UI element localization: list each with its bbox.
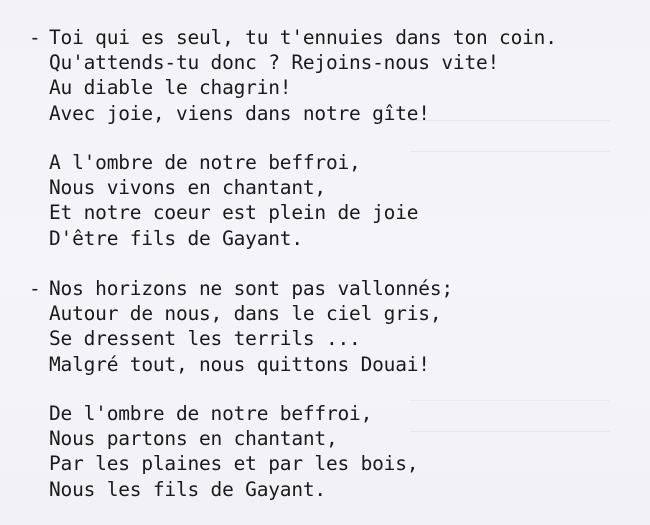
lyric-line: Au diable le chagrin!	[49, 76, 292, 100]
bleed-through-staff	[410, 400, 610, 432]
stanza-refrain-2	[49, 401, 418, 502]
lyric-line: Qu'attends-tu donc ? Rejoins-nous vite!	[49, 51, 500, 75]
lyric-line: A l'ombre de notre beffroi,	[49, 151, 361, 174]
stanza-verse-1	[29, 25, 557, 126]
lyric-line: Nous vivons en chantant,	[49, 176, 326, 200]
lyric-line: Par les plaines et par les bois,	[49, 452, 419, 476]
lyric-line: D'être fils de Gayant.	[49, 226, 303, 250]
stanza-refrain-1	[49, 150, 418, 251]
lyric-line: Avec joie, viens dans notre gîte!	[49, 101, 430, 125]
lyric-line: Nous partons en chantant,	[49, 427, 338, 451]
lyric-line: Autour de nous, dans le ciel gris,	[49, 302, 442, 326]
lyric-line: Malgré tout, nous quittons Douai!	[49, 352, 430, 376]
verse-dash: -	[29, 277, 41, 300]
lyric-line: Nous les fils de Gayant.	[49, 477, 326, 501]
verse-dash: -	[29, 26, 41, 49]
lyric-line: Se dressent les terrils ...	[49, 327, 361, 351]
lyric-line: Nos horizons ne sont pas vallonnés;	[49, 277, 453, 300]
lyric-line: Toi qui es seul, tu t'ennuies dans ton coin.	[49, 26, 557, 49]
stanza-verse-2	[29, 276, 453, 377]
lyric-line: De l'ombre de notre beffroi,	[49, 402, 373, 425]
lyric-line: Et notre coeur est plein de joie	[49, 201, 419, 225]
